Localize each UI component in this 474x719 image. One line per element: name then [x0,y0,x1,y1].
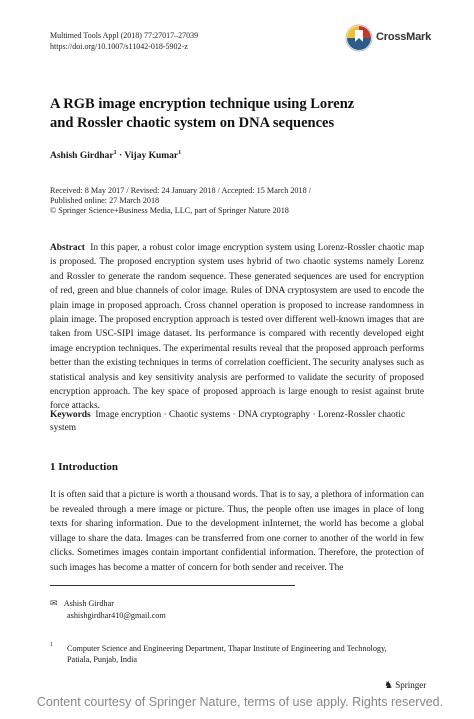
intro-paragraph: It is often said that a picture is worth a thousand words. That is to say, a plethora of information can be revealed through a mere image or picture. Thus, the people often use images in place of long texts for sharing information. Due to the development inInternet, the world has become a global village to share the data. Images can be transferred from one corner to another of the world in few clicks. Sometimes images contain important confidential information. Therefore, the protection of such images has become a matter of concern for both sender and receiver. The [50,490,424,573]
author-name[interactable]: Vijay Kumar [124,151,179,162]
footnote-divider [50,585,295,586]
article-title [50,95,430,133]
title-line: and Rossler chaotic system on DNA sequences [50,115,335,131]
affiliation-line: Patiala, Punjab, India [67,655,138,664]
abstract [50,241,424,414]
affiliation [50,643,430,665]
abstract-text: In this paper, a robust color image encryption system using Lorenz-Rossler chaotic map is proposed. The proposed encryption system uses hybrid of two chaotic systems namely Lorenz and Rossler to generate the random sequence. These generated sequences are used for encryption of red, green and blue channels of color image. Rules of DNA cryptosystem are used to encode the plain image in proposed approach. Cross channel operation is proposed to increase randomness in plain image. The proposed encryption approach is tested over different well-known images that are taken from USC-SIPI image dataset. Its performance is compared with recently developed eight image encryption techniques. The experimental results reveal that the proposed approach performs better than the existing techniques in terms of correlation coefficient. The security analyses such as statistical analysis and key sensitivity analysis are performed to validate the security of proposed encryption approach. The key space of proposed approach is large enough to resist against brute force attacks. [50,243,425,412]
crossmark-icon [345,24,373,52]
doi-link[interactable]: https://doi.org/10.1007/s11042-018-5902-z [50,42,188,51]
keywords [50,409,424,435]
springer-horse-icon: ♞ [384,680,393,691]
affiliation-marker: 1 [178,150,182,156]
affiliation-number: 1 [50,642,53,648]
crossmark-badge[interactable] [345,24,445,52]
keywords-text: Image encryption · Chaotic systems · DNA cryptography · Lorenz-Rossler chaotic system [50,410,406,433]
springer-label: Springer [395,680,427,690]
copyright-watermark: Content courtesy of Springer Nature, terms of use apply. Rights reserved. [36,695,444,709]
copyright-line: © Springer Science+Business Media, LLC, part of Springer Nature 2018 [50,206,289,215]
springer-logo [384,680,426,691]
corresponding-author [50,598,166,621]
contact-name: Ashish Girdhar [63,599,114,608]
keywords-heading: Keywords [50,410,91,420]
envelope-icon: ✉ [50,599,58,609]
affiliation-marker: 1 [113,150,117,156]
author-list [50,150,181,161]
section-heading: 1 Introduction [50,461,118,473]
title-line: A RGB image encryption technique using Lorenz [50,96,355,112]
contact-email[interactable]: ashishgirdhar410@gmail.com [67,611,166,620]
published-date: Published online: 27 March 2018 [50,196,160,205]
crossmark-label: CrossMark [376,31,432,43]
affiliation-line: Computer Science and Engineering Department, Thapar Institute of Engineering and Technology, [67,644,387,653]
author-name[interactable]: Ashish Girdhar [50,151,114,162]
abstract-heading: Abstract [50,243,85,253]
journal-citation: Multimed Tools Appl (2018) 77:27017–27039 [50,31,199,40]
author-separator: · [119,151,123,162]
history-dates: Received: 8 May 2017 / Revised: 24 January 2018 / Accepted: 15 March 2018 / [50,186,312,195]
